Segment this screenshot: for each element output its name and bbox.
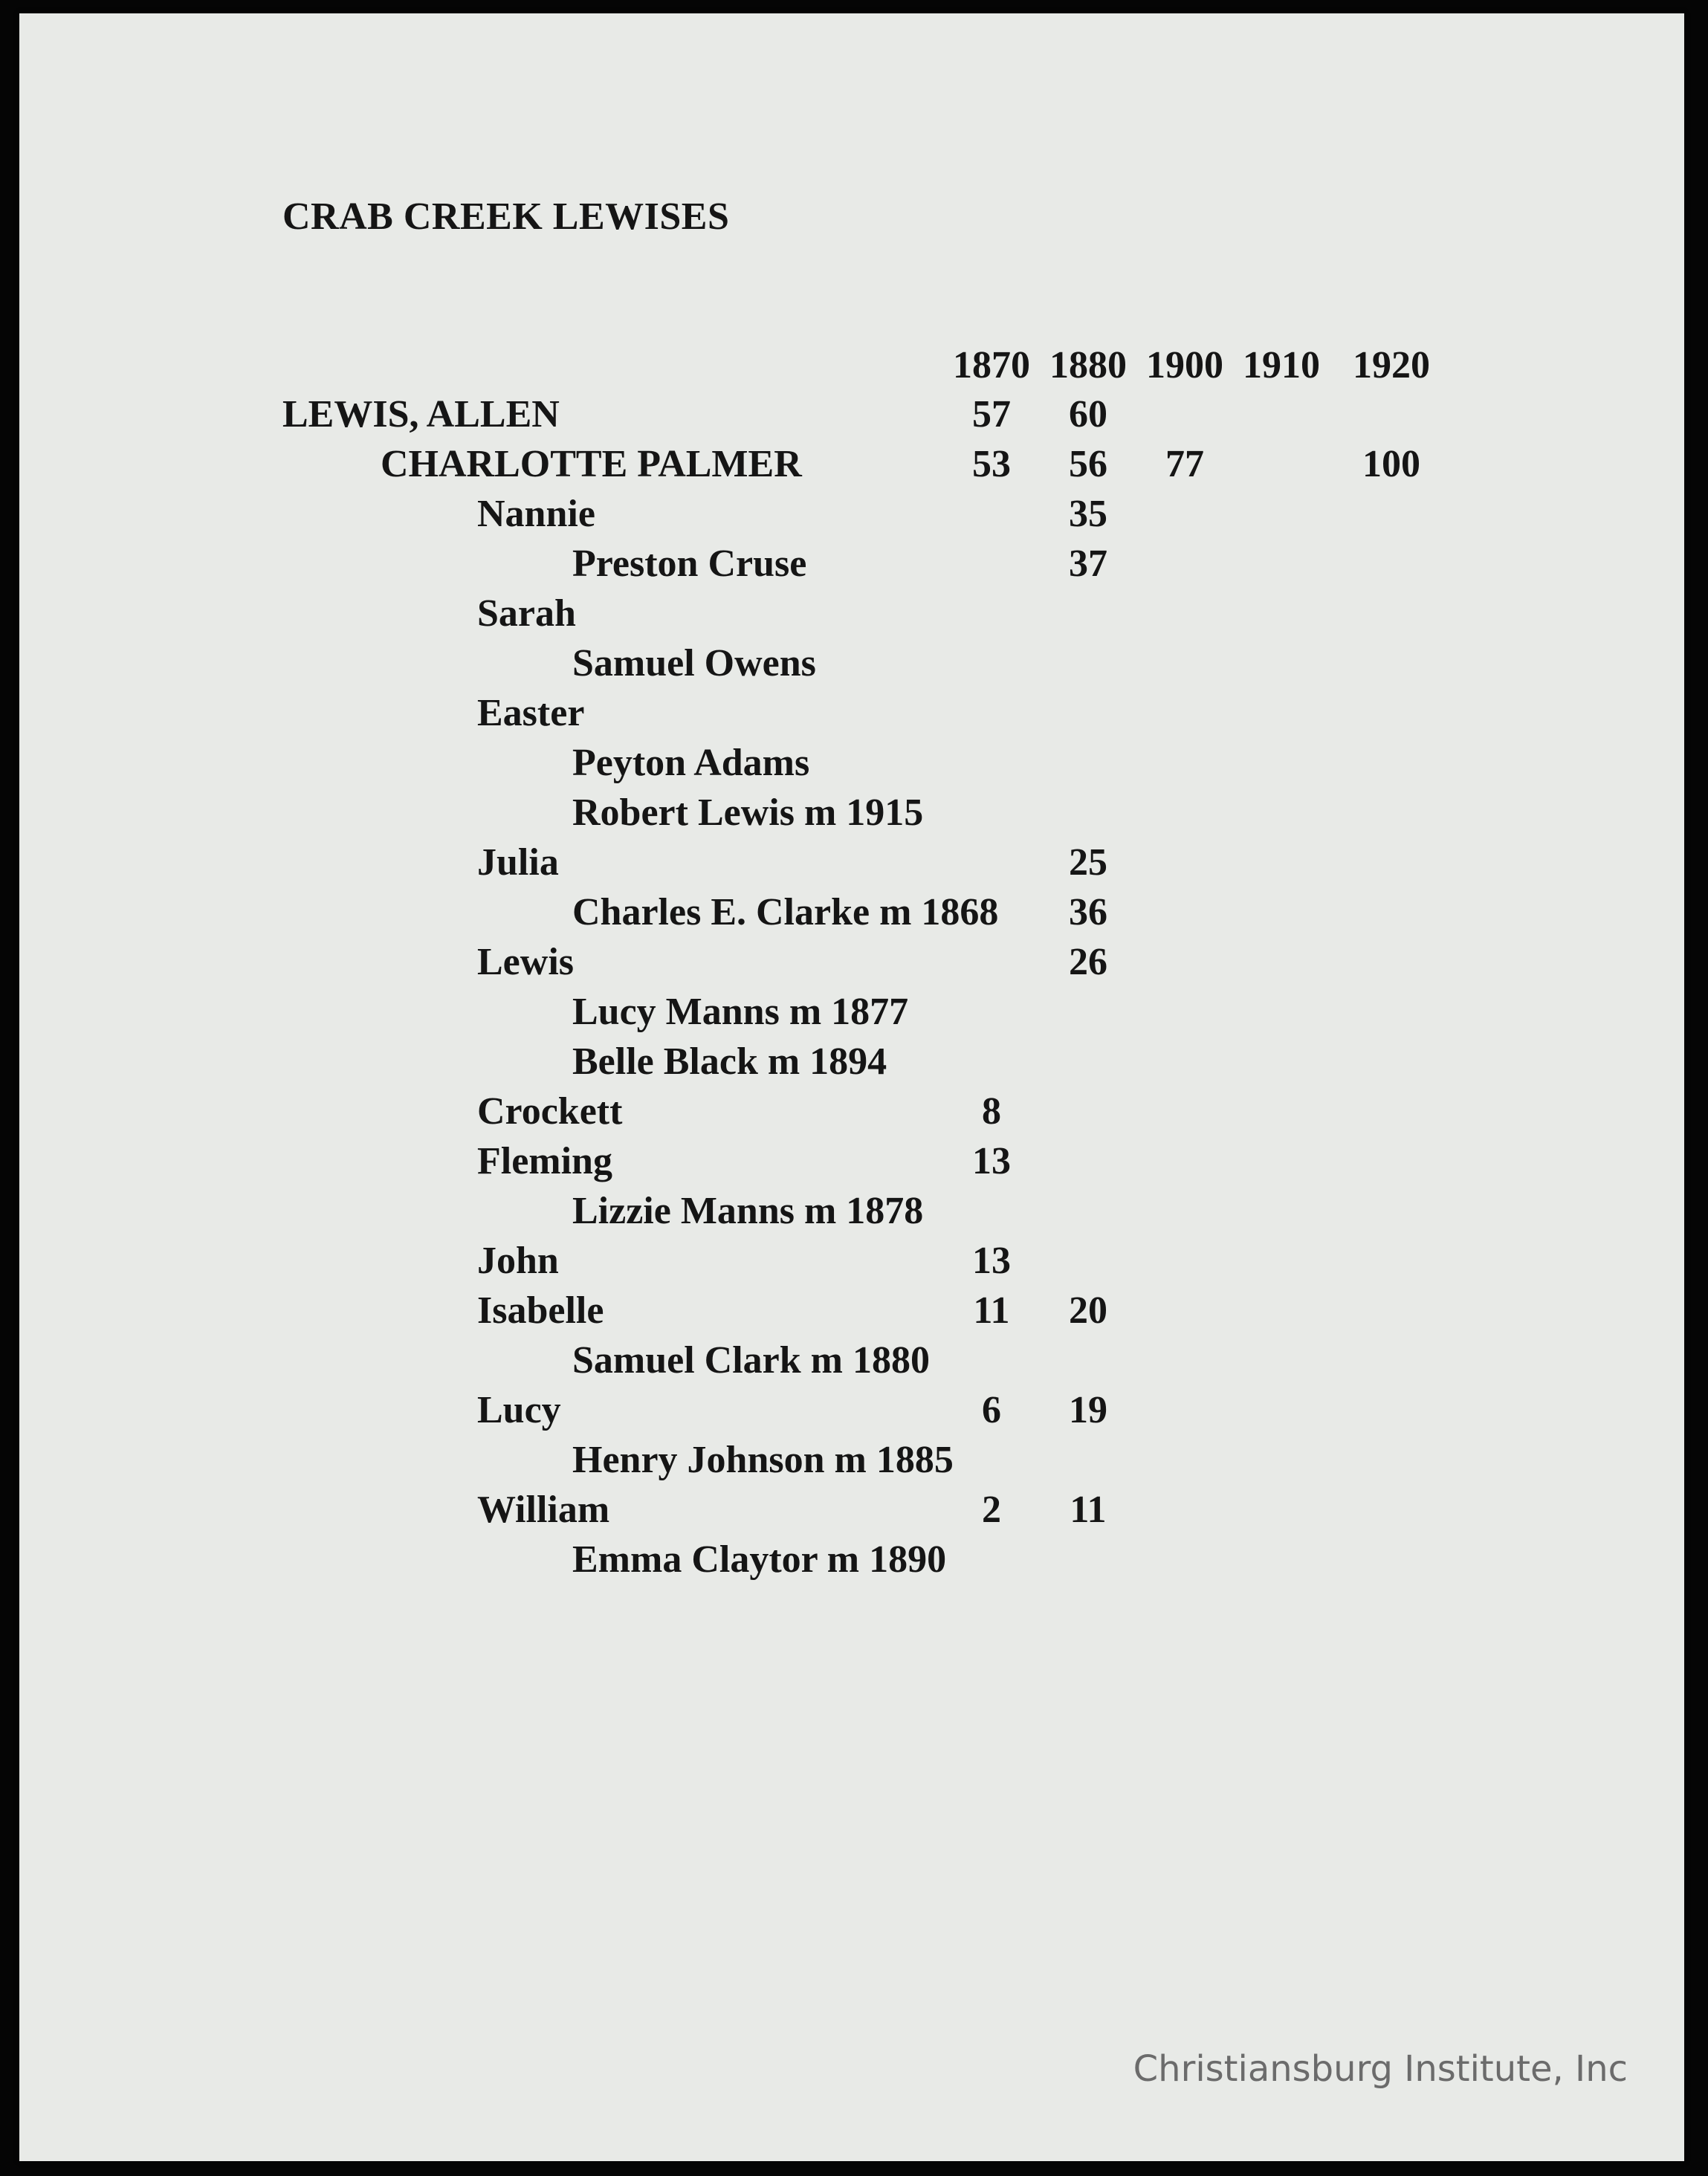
person-row [0,841,1708,890]
person-name: Lewis [477,941,574,983]
census-age: 13 [972,1140,1011,1182]
person-row [0,1289,1708,1338]
person-row [0,392,1708,441]
person-name: CHARLOTTE PALMER [381,443,802,485]
census-age: 37 [1069,543,1107,585]
census-age: 11 [1070,1489,1107,1531]
census-age: 20 [1069,1289,1107,1332]
year-1900: 1900 [1146,344,1223,386]
person-row [0,990,1708,1039]
person-name: Samuel Clark m 1880 [572,1339,930,1382]
census-age: 36 [1069,891,1107,933]
person-name: Robert Lewis m 1915 [572,791,924,834]
person-name: Lucy [477,1389,561,1431]
census-age: 100 [1362,443,1420,485]
person-row [0,641,1708,690]
census-age: 53 [972,443,1011,485]
person-name: LEWIS, ALLEN [282,393,560,435]
census-age: 11 [973,1289,1010,1332]
census-age: 60 [1069,393,1107,435]
page-title: CRAB CREEK LEWISES [282,195,730,238]
watermark: Christiansburg Institute, Inc [1133,2048,1628,2090]
person-row [0,492,1708,541]
person-row [0,442,1708,491]
census-age: 57 [972,393,1011,435]
person-name: Peyton Adams [572,742,810,784]
census-age: 56 [1069,443,1107,485]
person-row [0,890,1708,939]
person-name: Samuel Owens [572,642,816,684]
year-1870: 1870 [953,344,1030,386]
person-row [0,940,1708,989]
person-name: Henry Johnson m 1885 [572,1439,954,1481]
year-1880: 1880 [1049,344,1127,386]
person-name: Nannie [477,493,595,535]
person-row [0,1488,1708,1537]
person-row [0,1388,1708,1437]
census-age: 35 [1069,493,1107,535]
person-name: William [477,1489,610,1531]
person-name: Charles E. Clarke m 1868 [572,891,999,933]
person-name: Julia [477,841,559,884]
person-row [0,1189,1708,1238]
person-name: Lucy Manns m 1877 [572,991,909,1033]
person-row [0,1538,1708,1587]
year-1920: 1920 [1353,344,1430,386]
person-name: Emma Claytor m 1890 [572,1538,947,1581]
person-name: Fleming [477,1140,612,1182]
census-year-header [0,343,1708,395]
year-1910: 1910 [1243,344,1320,386]
person-name: Belle Black m 1894 [572,1040,887,1083]
census-age: 13 [972,1240,1011,1282]
person-row [0,1438,1708,1487]
person-row [0,741,1708,790]
census-age: 2 [982,1489,1001,1531]
person-row [0,1139,1708,1188]
person-name: Isabelle [477,1289,604,1332]
person-name: John [477,1240,559,1282]
census-age: 25 [1069,841,1107,884]
census-age: 19 [1069,1389,1107,1431]
person-name: Crockett [477,1090,623,1133]
person-row [0,691,1708,740]
person-name: Lizzie Manns m 1878 [572,1190,924,1232]
person-name: Sarah [477,592,576,635]
person-name: Easter [477,692,585,734]
census-age: 26 [1069,941,1107,983]
person-row [0,592,1708,641]
person-row [0,1089,1708,1139]
person-row [0,542,1708,591]
census-age: 6 [982,1389,1001,1431]
person-row [0,1338,1708,1387]
person-row [0,791,1708,840]
census-age: 77 [1165,443,1204,485]
person-name: Preston Cruse [572,543,807,585]
census-age: 8 [982,1090,1001,1133]
person-row [0,1040,1708,1089]
person-row [0,1239,1708,1288]
